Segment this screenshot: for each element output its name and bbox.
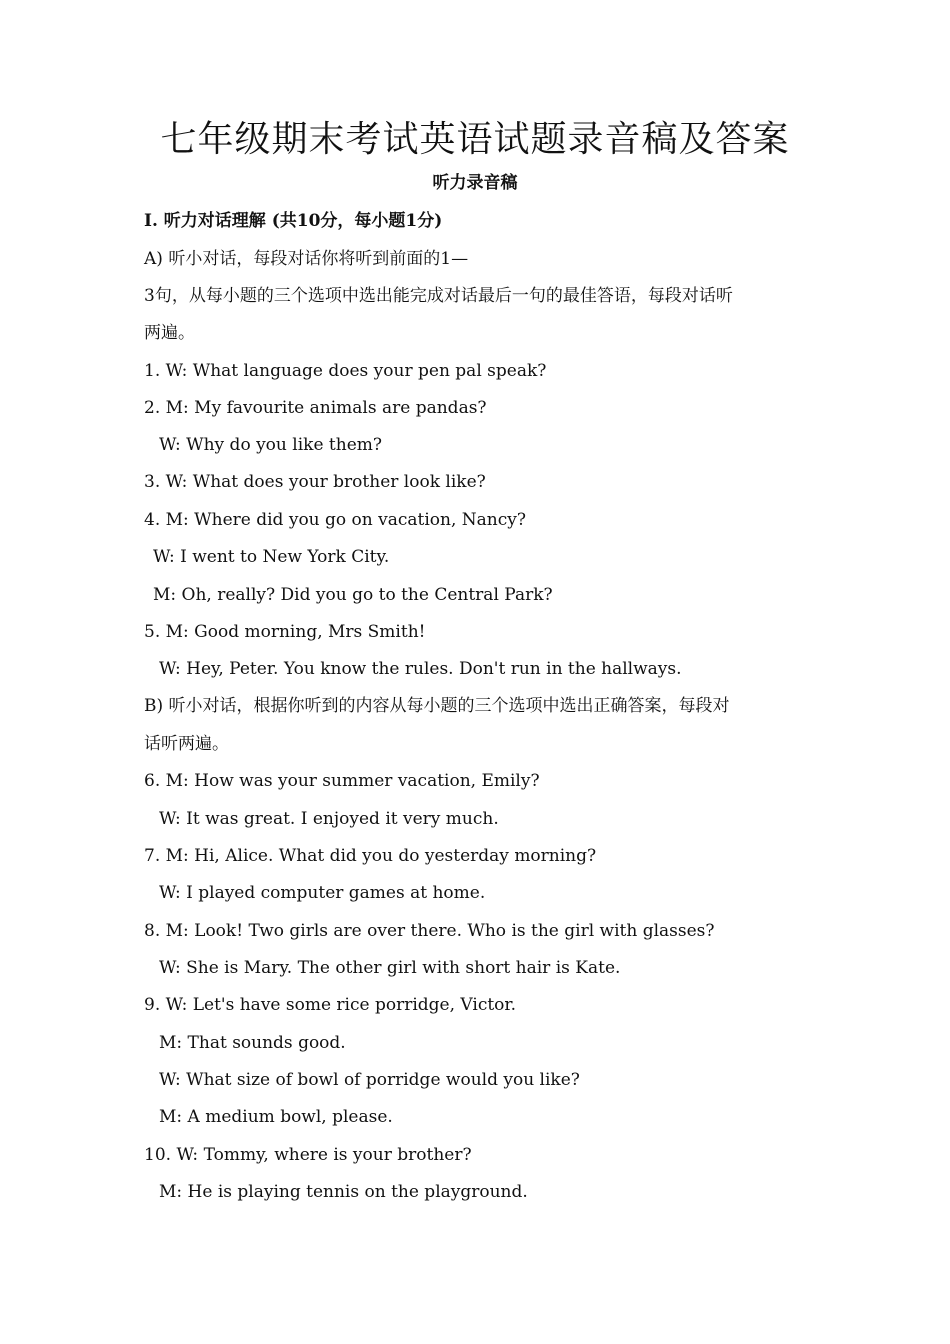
dialogue-line: 1. W: What language does your pen pal speak? bbox=[144, 361, 547, 381]
page-title: 七年级期末考试英语试题录音稿及答案 bbox=[160, 119, 790, 160]
dialogue-line: 9. W: Let's have some rice porridge, Victor. bbox=[144, 995, 517, 1015]
dialogue-line: 8. M: Look! Two girls are over there. Who is the girl with glasses? bbox=[144, 921, 715, 941]
dialogue-line: 4. M: Where did you go on vacation, Nancy? bbox=[144, 510, 526, 530]
page-subtitle: 听力录音稿 bbox=[432, 173, 518, 193]
dialogue-line: M: A medium bowl, please. bbox=[159, 1107, 393, 1127]
dialogue-line: W: She is Mary. The other girl with short hair is Kate. bbox=[159, 958, 621, 978]
dialogue-line: 3. W: What does your brother look like? bbox=[144, 472, 486, 492]
dialogue-line: 5. M: Good morning, Mrs Smith! bbox=[144, 622, 426, 642]
dialogue-line: W: I went to New York City. bbox=[153, 547, 390, 567]
part-b-instruction: B) 听小对话，根据你听到的内容从每小题的三个选项中选出正确答案，每段对 bbox=[144, 696, 730, 716]
dialogue-line: 7. M: Hi, Alice. What did you do yesterday morning? bbox=[144, 846, 597, 866]
part-a-instruction: 3句，从每小题的三个选项中选出能完成对话最后一句的最佳答语，每段对话听 bbox=[144, 286, 733, 306]
dialogue-line: 10. W: Tommy, where is your brother? bbox=[144, 1145, 472, 1165]
dialogue-line: W: Why do you like them? bbox=[159, 435, 382, 455]
part-a-instruction: 两遍。 bbox=[144, 323, 195, 343]
dialogue-line: W: Hey, Peter. You know the rules. Don't run in the hallways. bbox=[159, 659, 682, 679]
dialogue-line: M: Oh, really? Did you go to the Central Park? bbox=[153, 585, 553, 605]
part-b-instruction: 话听两遍。 bbox=[144, 734, 229, 754]
dialogue-line: W: I played computer games at home. bbox=[159, 883, 486, 903]
dialogue-line: M: He is playing tennis on the playground. bbox=[159, 1182, 528, 1202]
part-a-instruction: A) 听小对话，每段对话你将听到前面的1— bbox=[144, 249, 469, 269]
dialogue-line: M: That sounds good. bbox=[159, 1033, 346, 1053]
section-heading: I. 听力对话理解 (共10分，每小题1分) bbox=[144, 211, 443, 231]
dialogue-line: 6. M: How was your summer vacation, Emily? bbox=[144, 771, 540, 791]
dialogue-line: W: It was great. I enjoyed it very much. bbox=[159, 809, 499, 829]
dialogue-line: 2. M: My favourite animals are pandas? bbox=[144, 398, 487, 418]
dialogue-line: W: What size of bowl of porridge would you like? bbox=[159, 1070, 580, 1090]
